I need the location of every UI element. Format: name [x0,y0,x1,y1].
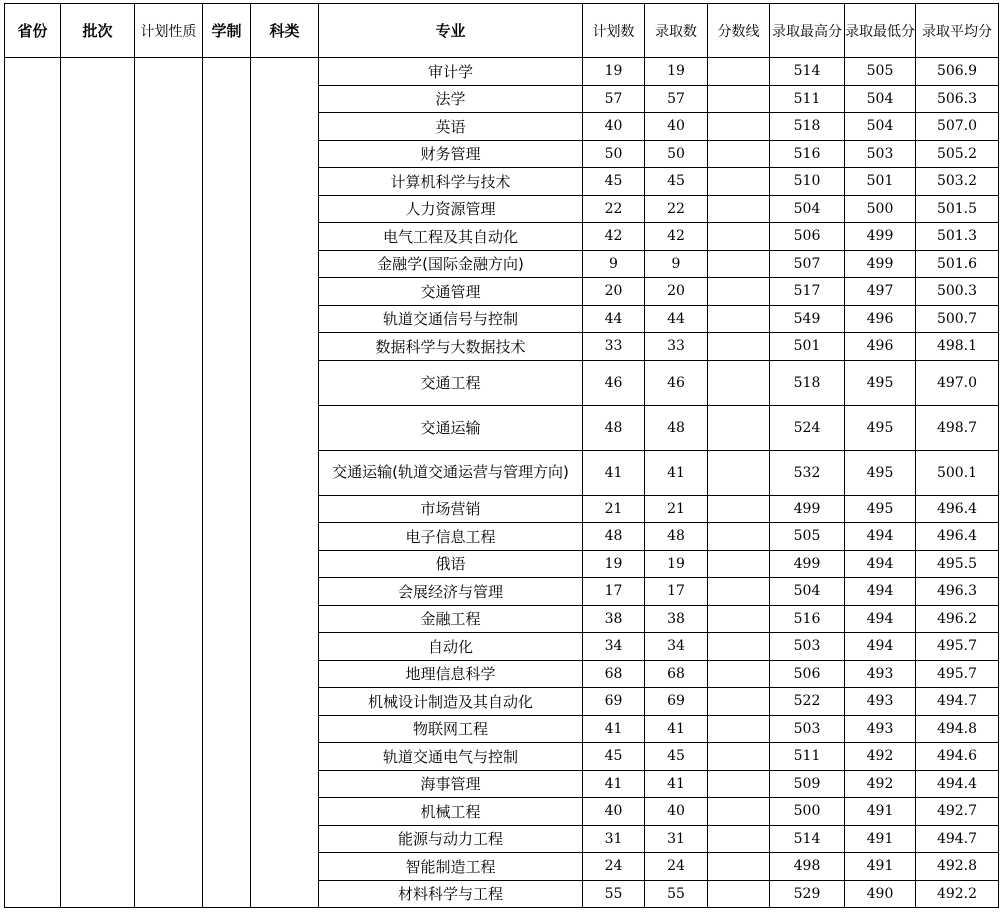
max-score-cell: 516 [770,605,845,633]
plan-count-cell: 46 [583,360,645,405]
score-line-cell [708,195,770,223]
score-line-cell [708,223,770,251]
major-cell: 金融工程 [319,605,583,633]
min-score-cell: 493 [845,715,916,743]
min-score-cell: 496 [845,305,916,333]
avg-score-cell: 500.1 [916,450,999,495]
major-cell: 机械设计制造及其自动化 [319,688,583,716]
avg-score-cell: 496.3 [916,578,999,606]
plan-count-cell: 21 [583,495,645,523]
header-min-score: 录取最低分 [845,4,916,58]
min-score-cell: 501 [845,168,916,196]
plan-count-cell: 22 [583,195,645,223]
max-score-cell: 518 [770,360,845,405]
major-cell: 机械工程 [319,798,583,826]
admit-count-cell: 17 [645,578,708,606]
max-score-cell: 505 [770,523,845,551]
plan-count-cell: 44 [583,305,645,333]
plan-count-cell: 33 [583,333,645,361]
score-line-cell [708,550,770,578]
admit-count-cell: 50 [645,140,708,168]
major-cell: 交通运输(轨道交通运营与管理方向) [319,450,583,495]
max-score-cell: 510 [770,168,845,196]
major-cell: 电气工程及其自动化 [319,223,583,251]
min-score-cell: 499 [845,250,916,278]
avg-score-cell: 500.3 [916,278,999,306]
plan-count-cell: 45 [583,743,645,771]
avg-score-cell: 492.8 [916,853,999,881]
admit-count-cell: 48 [645,405,708,450]
max-score-cell: 514 [770,58,845,86]
batch-cell [61,58,135,908]
major-cell: 电子信息工程 [319,523,583,551]
avg-score-cell: 506.9 [916,58,999,86]
plan-count-cell: 57 [583,85,645,113]
major-cell: 材料科学与工程 [319,880,583,908]
max-score-cell: 498 [770,853,845,881]
score-line-cell [708,333,770,361]
header-max-score: 录取最高分 [770,4,845,58]
plan-count-cell: 55 [583,880,645,908]
avg-score-cell: 492.2 [916,880,999,908]
min-score-cell: 495 [845,405,916,450]
max-score-cell: 516 [770,140,845,168]
plan-count-cell: 41 [583,715,645,743]
avg-score-cell: 500.7 [916,305,999,333]
score-line-cell [708,880,770,908]
plan-count-cell: 50 [583,140,645,168]
min-score-cell: 495 [845,450,916,495]
min-score-cell: 503 [845,140,916,168]
major-cell: 人力资源管理 [319,195,583,223]
plan-count-cell: 69 [583,688,645,716]
max-score-cell: 506 [770,660,845,688]
plan-count-cell: 41 [583,770,645,798]
plan-count-cell: 38 [583,605,645,633]
min-score-cell: 499 [845,223,916,251]
avg-score-cell: 498.1 [916,333,999,361]
score-line-cell [708,85,770,113]
score-line-cell [708,405,770,450]
avg-score-cell: 496.4 [916,495,999,523]
max-score-cell: 506 [770,223,845,251]
max-score-cell: 499 [770,550,845,578]
major-cell: 物联网工程 [319,715,583,743]
min-score-cell: 491 [845,825,916,853]
avg-score-cell: 496.4 [916,523,999,551]
header-plan-type: 计划性质 [135,4,203,58]
plan-count-cell: 42 [583,223,645,251]
admit-count-cell: 68 [645,660,708,688]
admit-count-cell: 45 [645,168,708,196]
score-line-cell [708,688,770,716]
admit-count-cell: 40 [645,798,708,826]
header-score-line: 分数线 [708,4,770,58]
admit-count-cell: 31 [645,825,708,853]
score-line-cell [708,113,770,141]
province-cell [5,58,61,908]
major-cell: 计算机科学与技术 [319,168,583,196]
avg-score-cell: 507.0 [916,113,999,141]
major-cell: 会展经济与管理 [319,578,583,606]
major-cell: 俄语 [319,550,583,578]
plan-count-cell: 31 [583,825,645,853]
avg-score-cell: 503.2 [916,168,999,196]
score-line-cell [708,825,770,853]
max-score-cell: 518 [770,113,845,141]
major-cell: 英语 [319,113,583,141]
max-score-cell: 503 [770,715,845,743]
score-line-cell [708,660,770,688]
min-score-cell: 494 [845,578,916,606]
avg-score-cell: 501.6 [916,250,999,278]
min-score-cell: 505 [845,58,916,86]
avg-score-cell: 497.0 [916,360,999,405]
admit-count-cell: 41 [645,770,708,798]
min-score-cell: 490 [845,880,916,908]
major-cell: 金融学(国际金融方向) [319,250,583,278]
max-score-cell: 511 [770,85,845,113]
max-score-cell: 501 [770,333,845,361]
major-cell: 审计学 [319,58,583,86]
min-score-cell: 497 [845,278,916,306]
header-plan-count: 计划数 [583,4,645,58]
plan-count-cell: 24 [583,853,645,881]
score-line-cell [708,715,770,743]
major-cell: 市场营销 [319,495,583,523]
min-score-cell: 492 [845,770,916,798]
score-line-cell [708,633,770,661]
min-score-cell: 496 [845,333,916,361]
major-cell: 海事管理 [319,770,583,798]
avg-score-cell: 498.7 [916,405,999,450]
admit-count-cell: 19 [645,550,708,578]
min-score-cell: 495 [845,495,916,523]
score-line-cell [708,853,770,881]
admit-count-cell: 46 [645,360,708,405]
major-cell: 能源与动力工程 [319,825,583,853]
avg-score-cell: 495.7 [916,633,999,661]
header-province: 省份 [5,4,61,58]
avg-score-cell: 494.7 [916,825,999,853]
header-admit-count: 录取数 [645,4,708,58]
max-score-cell: 503 [770,633,845,661]
score-line-cell [708,495,770,523]
avg-score-cell: 494.6 [916,743,999,771]
plan-count-cell: 40 [583,798,645,826]
admit-count-cell: 48 [645,523,708,551]
major-cell: 财务管理 [319,140,583,168]
major-cell: 轨道交通电气与控制 [319,743,583,771]
header-batch: 批次 [61,4,135,58]
score-line-cell [708,743,770,771]
major-cell: 法学 [319,85,583,113]
avg-score-cell: 505.2 [916,140,999,168]
major-cell: 交通运输 [319,405,583,450]
plan-count-cell: 34 [583,633,645,661]
score-line-cell [708,770,770,798]
min-score-cell: 494 [845,633,916,661]
avg-score-cell: 501.5 [916,195,999,223]
admit-count-cell: 21 [645,495,708,523]
plan-count-cell: 45 [583,168,645,196]
plan-count-cell: 48 [583,405,645,450]
max-score-cell: 524 [770,405,845,450]
max-score-cell: 504 [770,578,845,606]
plan-count-cell: 9 [583,250,645,278]
score-line-cell [708,360,770,405]
major-cell: 交通工程 [319,360,583,405]
score-line-cell [708,798,770,826]
score-line-cell [708,278,770,306]
score-line-cell [708,140,770,168]
max-score-cell: 549 [770,305,845,333]
major-cell: 智能制造工程 [319,853,583,881]
avg-score-cell: 501.3 [916,223,999,251]
admit-count-cell: 24 [645,853,708,881]
admit-count-cell: 19 [645,58,708,86]
admit-count-cell: 69 [645,688,708,716]
score-line-cell [708,523,770,551]
header-row [5,4,999,58]
avg-score-cell: 494.8 [916,715,999,743]
header-duration: 学制 [203,4,251,58]
header-major: 专业 [319,4,583,58]
min-score-cell: 491 [845,798,916,826]
max-score-cell: 522 [770,688,845,716]
admission-score-table [4,3,999,908]
duration-cell [203,58,251,908]
max-score-cell: 500 [770,798,845,826]
admit-count-cell: 41 [645,450,708,495]
table-body [5,58,999,908]
header-avg-score: 录取平均分 [916,4,999,58]
max-score-cell: 504 [770,195,845,223]
admit-count-cell: 20 [645,278,708,306]
min-score-cell: 494 [845,605,916,633]
min-score-cell: 493 [845,660,916,688]
max-score-cell: 529 [770,880,845,908]
score-line-cell [708,250,770,278]
score-line-cell [708,58,770,86]
min-score-cell: 495 [845,360,916,405]
admit-count-cell: 57 [645,85,708,113]
score-line-cell [708,450,770,495]
admit-count-cell: 34 [645,633,708,661]
max-score-cell: 499 [770,495,845,523]
min-score-cell: 504 [845,85,916,113]
avg-score-cell: 492.7 [916,798,999,826]
max-score-cell: 532 [770,450,845,495]
major-cell: 轨道交通信号与控制 [319,305,583,333]
plan-count-cell: 41 [583,450,645,495]
admit-count-cell: 44 [645,305,708,333]
max-score-cell: 511 [770,743,845,771]
avg-score-cell: 494.4 [916,770,999,798]
major-cell: 交通管理 [319,278,583,306]
plan-count-cell: 48 [583,523,645,551]
plan-count-cell: 19 [583,58,645,86]
max-score-cell: 517 [770,278,845,306]
admit-count-cell: 33 [645,333,708,361]
admit-count-cell: 9 [645,250,708,278]
major-cell: 数据科学与大数据技术 [319,333,583,361]
avg-score-cell: 495.7 [916,660,999,688]
admit-count-cell: 41 [645,715,708,743]
major-cell: 地理信息科学 [319,660,583,688]
min-score-cell: 494 [845,550,916,578]
header-category: 科类 [251,4,319,58]
score-line-cell [708,168,770,196]
min-score-cell: 494 [845,523,916,551]
admit-count-cell: 42 [645,223,708,251]
avg-score-cell: 494.7 [916,688,999,716]
admit-count-cell: 22 [645,195,708,223]
admit-count-cell: 55 [645,880,708,908]
score-line-cell [708,578,770,606]
avg-score-cell: 496.2 [916,605,999,633]
plan-count-cell: 40 [583,113,645,141]
plan-type-cell [135,58,203,908]
min-score-cell: 493 [845,688,916,716]
avg-score-cell: 506.3 [916,85,999,113]
category-cell [251,58,319,908]
min-score-cell: 491 [845,853,916,881]
plan-count-cell: 17 [583,578,645,606]
score-line-cell [708,305,770,333]
max-score-cell: 507 [770,250,845,278]
score-line-cell [708,605,770,633]
avg-score-cell: 495.5 [916,550,999,578]
min-score-cell: 500 [845,195,916,223]
min-score-cell: 504 [845,113,916,141]
plan-count-cell: 19 [583,550,645,578]
admit-count-cell: 45 [645,743,708,771]
admit-count-cell: 38 [645,605,708,633]
major-cell: 自动化 [319,633,583,661]
admit-count-cell: 40 [645,113,708,141]
max-score-cell: 509 [770,770,845,798]
plan-count-cell: 20 [583,278,645,306]
max-score-cell: 514 [770,825,845,853]
table-row [5,58,999,86]
plan-count-cell: 68 [583,660,645,688]
min-score-cell: 492 [845,743,916,771]
